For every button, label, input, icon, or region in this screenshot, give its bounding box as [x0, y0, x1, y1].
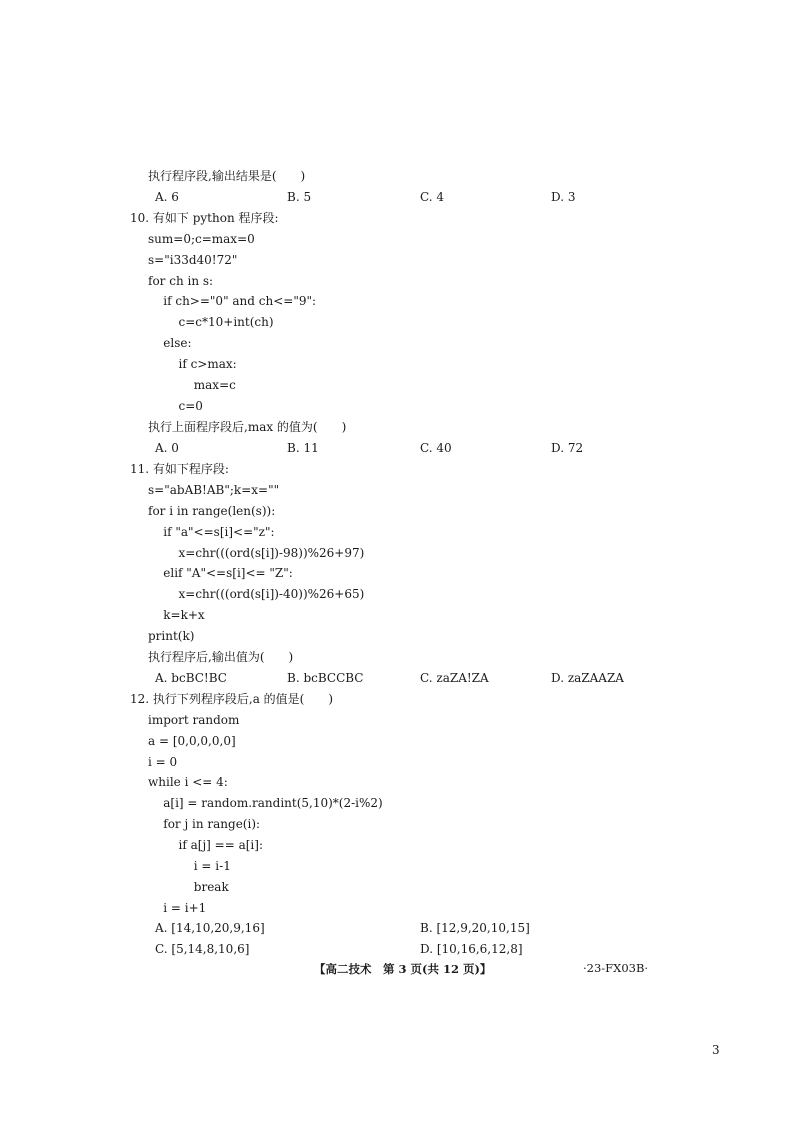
q12-option-a: A. [14,10,20,9,16]	[155, 921, 265, 935]
q12-code-line: import random	[148, 713, 240, 727]
q11-code-line: for i in range(len(s)):	[148, 504, 276, 518]
q12-option-c: C. [5,14,8,10,6]	[155, 942, 250, 956]
q10-title: 10. 有如下 python 程序段:	[130, 211, 279, 225]
q12-code-line: i = i+1	[148, 901, 207, 915]
q12-code-line: for j in range(i):	[148, 817, 261, 831]
q11-code-line: if "a"<=s[i]<="z":	[148, 525, 275, 539]
q12-option-b: B. [12,9,20,10,15]	[420, 921, 530, 935]
q10-prompt: 执行上面程序段后,max 的值为( )	[148, 420, 347, 434]
q10-option-d: D. 72	[551, 441, 584, 455]
q11-title: 11. 有如下程序段:	[130, 462, 229, 476]
q11-code-line: x=chr(((ord(s[i])-98))%26+97)	[148, 546, 365, 560]
q11-prompt: 执行程序后,输出值为( )	[148, 650, 294, 664]
q11-code-line: s="abAB!AB";k=x=""	[148, 483, 280, 497]
paper-code: ·23-FX03B·	[583, 961, 649, 975]
q10-code-line: c=c*10+int(ch)	[148, 315, 274, 329]
q11-option-c: C. zaZA!ZA	[420, 671, 489, 685]
q10-code-line: if c>max:	[148, 357, 237, 371]
q9-option-c: C. 4	[420, 190, 445, 204]
q9-option-b: B. 5	[287, 190, 312, 204]
q12-code-line: i = 0	[148, 755, 178, 769]
q10-code-line: sum=0;c=max=0	[148, 232, 255, 246]
q12-code-line: i = i-1	[148, 859, 231, 873]
q11-option-a: A. bcBC!BC	[155, 671, 227, 685]
q10-option-b: B. 11	[287, 441, 319, 455]
q11-code-line: elif "A"<=s[i]<= "Z":	[148, 566, 293, 580]
q11-code-line: x=chr(((ord(s[i])-40))%26+65)	[148, 587, 365, 601]
q12-code-line: break	[148, 880, 229, 894]
q10-code-line: for ch in s:	[148, 274, 214, 288]
q11-code-line: k=k+x	[148, 608, 205, 622]
q11-code-line: print(k)	[148, 629, 195, 643]
q12-code-line: a[i] = random.randint(5,10)*(2-i%2)	[148, 796, 383, 810]
q10-code-line: max=c	[148, 378, 236, 392]
q10-code-line: c=0	[148, 399, 203, 413]
q12-code-line: while i <= 4:	[148, 775, 228, 789]
q9-prompt: 执行程序段,输出结果是( )	[148, 169, 306, 183]
q11-option-d: D. zaZAAZA	[551, 671, 624, 685]
q12-title: 12. 执行下列程序段后,a 的值是( )	[130, 692, 334, 706]
page-footer: 【高二技术 第 3 页(共 12 页)】	[314, 962, 492, 976]
q10-option-a: A. 0	[155, 441, 179, 455]
q9-option-d: D. 3	[551, 190, 576, 204]
q10-option-c: C. 40	[420, 441, 452, 455]
q12-code-line: if a[j] == a[i]:	[148, 838, 263, 852]
q11-option-b: B. bcBCCBC	[287, 671, 364, 685]
q12-option-d: D. [10,16,6,12,8]	[420, 942, 523, 956]
q10-code-line: else:	[148, 336, 192, 350]
q10-code-line: if ch>="0" and ch<="9":	[148, 294, 317, 308]
q10-code-line: s="i33d40!72"	[148, 253, 238, 267]
q12-code-line: a = [0,0,0,0,0]	[148, 734, 236, 748]
page-number: 3	[712, 1043, 720, 1057]
q9-option-a: A. 6	[155, 190, 179, 204]
